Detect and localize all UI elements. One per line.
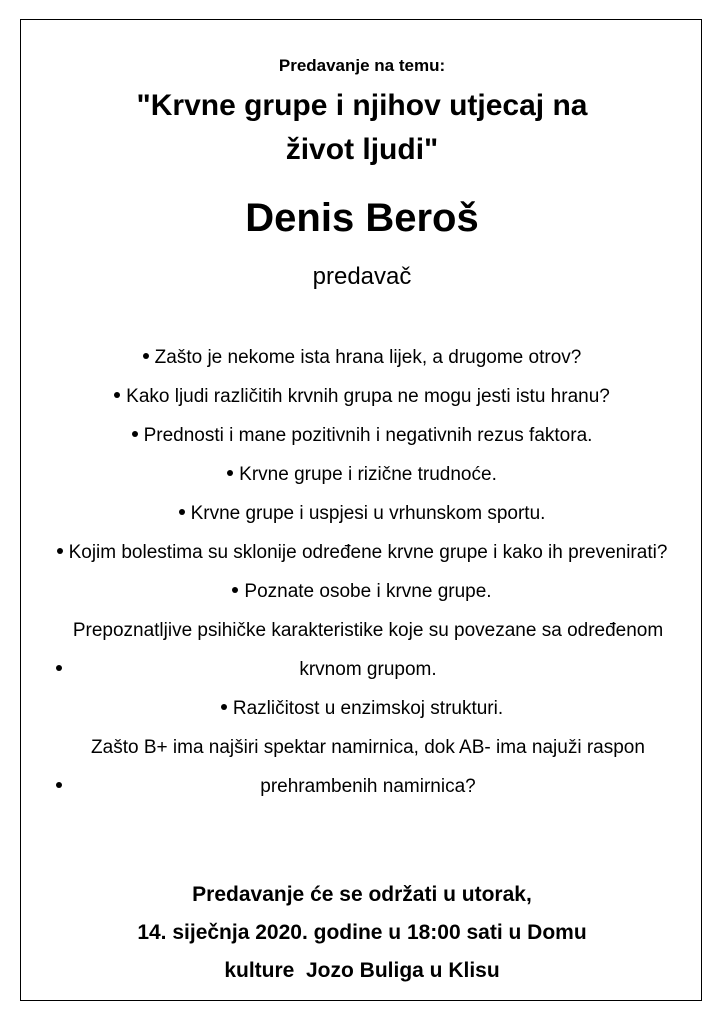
bullet-icon [56,665,62,671]
bullet-icon [143,353,149,359]
bullet-icon [227,470,233,476]
bullet-icon [132,431,138,437]
topic-item: Prednosti i mane pozitivnih i negativnih rezus faktora. [20,416,704,455]
topic-item: Poznate osobe i krvne grupe. [20,572,704,611]
topic-item: Zašto je nekome ista hrana lijek, a drugome otrov? [20,338,704,377]
topic-item: Kojim bolestima su sklonije određene krvne grupe i kako ih prevenirati? [20,533,704,572]
topic-item: Zašto B+ ima najširi spektar namirnica, dok AB- ima najuži raspon prehrambenih namirnica? [20,728,704,806]
bullet-icon [179,509,185,515]
event-announcement [20,876,704,990]
topic-list [20,338,704,806]
bullet-icon [56,782,62,788]
lecture-title-line-2: život ljudi" [285,133,439,166]
topic-item: Prepoznatljive psihičke karakteristike koje su povezane sa određenom krvnom grupom. [20,611,704,689]
lecture-title [20,84,704,172]
announcement-line-2: 14. siječnja 2020. godine u 18:00 sati u Domu [137,921,587,944]
topic-item: Različitost u enzimskoj strukturi. [20,689,704,728]
announcement-line-3: kulture Jozo Buliga u Klisu [224,959,500,982]
topic-item: Krvne grupe i uspjesi u vrhunskom sportu. [20,494,704,533]
bullet-icon [232,587,238,593]
lecture-title-line-1: "Krvne grupe i njihov utjecaj na [136,89,588,122]
topic-item: Kako ljudi različitih krvnih grupa ne mogu jesti istu hranu? [20,377,704,416]
announcement-line-1: Predavanje će se održati u utorak, [192,883,532,906]
topic-item: Krvne grupe i rizične trudnoće. [20,455,704,494]
bullet-icon [221,704,227,710]
bullet-icon [57,548,63,554]
speaker-role: predavač [312,263,412,290]
bullet-icon [114,392,120,398]
speaker-name: Denis Beroš [245,196,479,240]
intro-heading: Predavanje na temu: [278,56,446,75]
